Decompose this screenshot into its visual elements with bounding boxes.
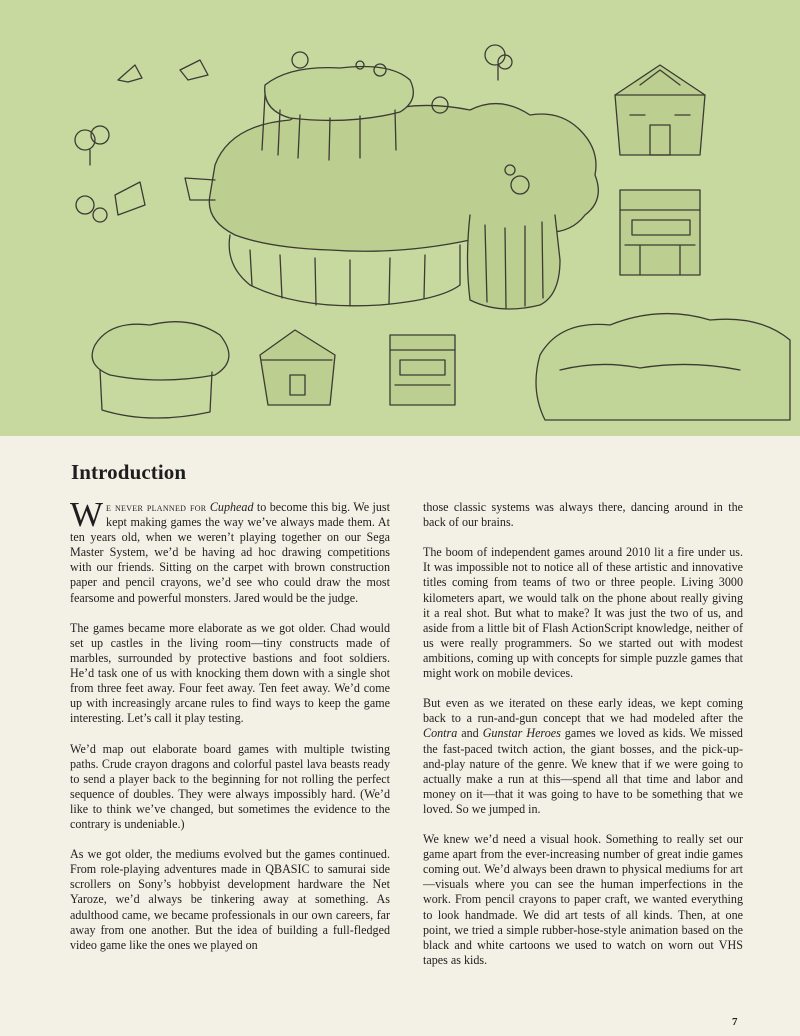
paragraph: those classic systems was always there, dancing around in the back of our brains.	[423, 500, 743, 530]
paragraph	[423, 696, 743, 817]
paragraph: The games became more elaborate as we got older. Chad would set up castles in the living room—tiny constructs made of marbles, surrounded by protective bastions and foot soldiers. He’d task one of us with knocking them down with a single shot from three feet away. Four feet away. Ten feet away. We’d come up with increasingly arcane rules to find ways to keep the game interesting. Let’s call it play testing.	[70, 620, 390, 726]
title-italic: Gunstar Heroes	[482, 726, 561, 741]
paragraph-text: to become this big. We just kept making games the way we’ve always made them. At ten years old, when we weren’t playing together on our Sega Master System, we’d be having ad hoc drawing competitions with our friends. Sitting on the carpet with brown construction paper and pencil crayons, we’d see who could draw the most fearsome and powerful monsters. Jared would be the judge.	[70, 500, 391, 605]
title-italic: Contra	[423, 726, 458, 741]
paragraph-text: games we loved as kids. We missed the fast-paced twitch action, the giant bosses, and the pick-up-and-play nature of the genre. We knew that if we were going to actually make a run at this—spend all that time and labor and money on it—that it was going to have to be something that we loved. So we jumped in.	[423, 726, 743, 816]
title-italic: Cuphead	[209, 500, 254, 514]
paragraph-text: But even as we iterated on these early ideas, we kept coming back to a run-and-gun concept that we had modeled after the	[423, 696, 743, 726]
left-text-column	[70, 495, 391, 968]
page-number: 7	[732, 1016, 738, 1028]
paragraph-text: and	[457, 726, 483, 741]
small-caps-lead: e never planned for	[106, 500, 207, 514]
paragraph: The boom of independent games around 2010 lit a fire under us. It was impossible not to notice all of these artistic and innovative titles coming from teams of two or three people. Living 3000 kilometers apart, we would talk on the phone about really giving it a real shot. But what to make? It was just the two of us, and aside from a little bit of Flash ActionScript knowledge, neither of us were really programmers. So we started out with modest ambitions, coming up with concepts for simple puzzle games that might work on mobile devices.	[423, 545, 743, 681]
drop-cap: W	[70, 495, 104, 534]
pencil-sketch-floating-islands-icon	[0, 0, 800, 436]
right-text-column	[423, 500, 743, 983]
paragraph	[70, 495, 391, 606]
sketch-illustration	[0, 0, 800, 436]
paragraph: We knew we’d need a visual hook. Something to really set our game apart from the ever-increasing number of great indie games coming out. We’d always been drawn to physical mediums for art—visuals where you can see the human imperfections in the work. From pencil crayons to paper craft, we wanted everything to look handmade. We did art tests of all kinds. Then, at one point, we tried a simple rubber-hose-style animation based on the black and white cartoons we used to watch on worn out VHS tapes as kids.	[423, 832, 743, 967]
chapter-heading: Introduction	[71, 460, 187, 484]
paragraph: As we got older, the mediums evolved but the games continued. From role-playing adventures made in QBASIC to samurai side scrollers on Sony’s hobbyist development hardware the Net Yaroze, we’d always be tinkering away at something. As adulthood came, we became professionals in our own careers, far away from one another. But the idea of building a full-fledged video game like the ones we played on	[70, 847, 390, 952]
paragraph: We’d map out elaborate board games with multiple twisting paths. Crude crayon dragons and colorful pastel lava beasts ready to send a player back to the beginning for not rolling the perfect sequence of doubles. They were always impossibly hard. (We’d like to think we’ve changed, but sometimes the evidence to the contrary is undeniable.)	[70, 741, 390, 831]
